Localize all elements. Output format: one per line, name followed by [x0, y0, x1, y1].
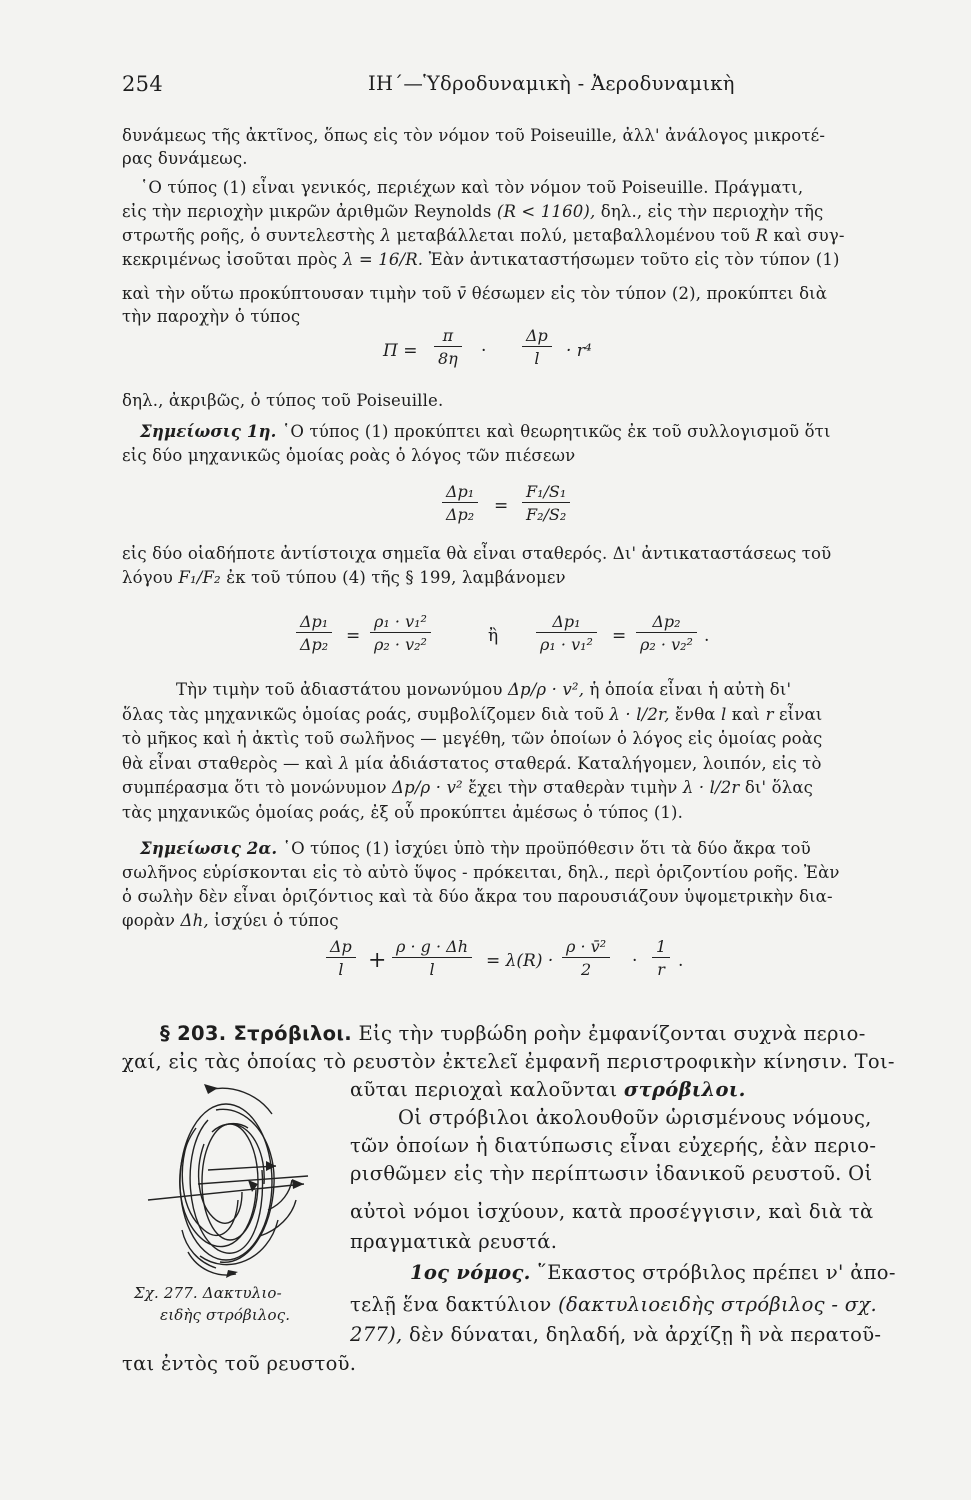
text-line: εἰς τὴν περιοχὴν μικρῶν ἀριθμῶν Reynolds (R < 1160), δηλ., εἰς τὴν περιοχὴν τῆς	[122, 202, 824, 221]
formula-lambda-r: = λ(R) ·	[486, 951, 554, 971]
fraction-rho-g-dh-l: $\frac{\rho \cdot g \cdot \Delta h}{l}$	[392, 937, 472, 979]
formula-r4: · r⁴	[566, 341, 592, 361]
swirl-line	[180, 1128, 256, 1247]
formula-plus: +	[368, 948, 387, 973]
section-heading-line: § 203. Στρόβιλοι. Εἰς τὴν τυρβώδη ροὴν ἐμφανίζονται συχνὰ περιο-	[160, 1022, 866, 1045]
text-line: συμπέρασμα ὅτι τὸ μονώνυμον Δp/ρ · v² ἔχει τὴν σταθερὰν τιμὴν λ · l/2r δι' ὅλας	[122, 778, 814, 797]
formula-equals: =	[612, 626, 627, 646]
fraction-pi-over-8eta: $\frac{\pi}{8\eta}$	[434, 326, 462, 368]
text-line: εἰς δύο οἱαδήποτε ἀντίστοιχα σημεῖα θὰ εἶναι σταθερός. Δι' ἀντικαταστάσεως τοῦ	[122, 544, 832, 563]
flow-line	[208, 1166, 276, 1170]
text-line: τὴν παροχὴν ὁ τύπος	[122, 307, 301, 326]
text-line: εἰς δύο μηχανικῶς ὁμοίας ροὰς ὁ λόγος τῶν πιέσεων	[122, 446, 576, 465]
text-line: Οἱ στρόβιλοι ἀκολουθοῦν ὡρισμένους νόμους,	[398, 1106, 872, 1129]
text-line: ῾Ο τύπος (1) εἶναι γενικός, περιέχων καὶ τὸν νόμον τοῦ Poiseuille. Πράγματι,	[140, 178, 804, 197]
text-line: Σημείωσις 1η. ῾Ο τύπος (1) προκύπτει καὶ θεωρητικῶς ἐκ τοῦ συλλογισμοῦ ὅτι	[140, 422, 831, 441]
text-line: αῦται περιοχαὶ καλοῦνται στρόβιλοι.	[350, 1078, 746, 1101]
fraction-rho-v2-2: $\frac{\text{ρ · v̄²}}{2}$	[562, 937, 610, 979]
text-line: τελῇ ἕνα δακτύλιον (δακτυλιοειδὴς στρόβιλος - σχ.	[350, 1293, 877, 1316]
formula-period: .	[678, 951, 684, 971]
text-line: ὅλας τὰς μηχανικῶς ὁμοίας ροάς, συμβολίζομεν διὰ τοῦ λ · l/2r, ἔνθα l καὶ r εἶναι	[122, 705, 823, 724]
fraction-dp1-rho1v1: $\frac{\text{Δp₁}}{\text{ρ₁ · v₁²}}$	[536, 612, 597, 654]
text-line: φορὰν Δh, ἰσχύει ὁ τύπος	[122, 911, 339, 930]
figure-caption: Σχ. 277. Δακτυλιο-	[134, 1284, 282, 1302]
fraction-dp-l: $\frac{\Delta p}{l}$	[326, 937, 356, 979]
fraction-1-r: $\frac{1}{r}$	[652, 937, 670, 979]
arrow-head-icon	[292, 1179, 304, 1189]
fraction-dp1-dp2: $\frac{\text{Δp₁}}{\text{Δp₂}}$	[442, 482, 478, 524]
text-line: τὸ μῆκος καὶ ἡ ἀκτὶς τοῦ σωλῆνος — μεγέθη, τῶν ὁποίων ὁ λόγος εἰς ὁμοίας ροὰς	[122, 729, 823, 748]
text-line: καὶ τὴν οὕτω προκύπτουσαν τιμὴν τοῦ v̄ θέσωμεν εἰς τὸν τύπον (2), προκύπτει διὰ	[122, 284, 828, 303]
text-line: δυνάμεως τῆς ἀκτῖνος, ὅπως εἰς τὸν νόμον τοῦ Poiseuille, ἀλλ' ἀνάλογος μικροτέ-	[122, 126, 826, 145]
text-line: αὐτοὶ νόμοι ἰσχύουν, κατὰ προσέγγισιν, καὶ διὰ τὰ	[350, 1200, 874, 1223]
fraction-dp1-dp2: $\frac{\text{Δp₁}}{\text{Δp₂}}$	[296, 612, 332, 654]
formula-equals: =	[494, 496, 509, 516]
text-line: τῶν ὁποίων ἡ διατύπωσις εἶναι εὐχερής, ἐὰν περιο-	[350, 1134, 877, 1157]
formula-dot: ·	[481, 341, 487, 361]
formula-dot: ·	[632, 951, 638, 971]
formula-or: ἢ	[488, 626, 499, 646]
fraction-rho-v: $\frac{\text{ρ₁ · v₁²}}{\text{ρ₂ · v₂²}}$	[370, 612, 431, 654]
ring-vortex-figure	[108, 1080, 344, 1285]
formula-pi-lhs: Π =	[383, 341, 418, 361]
formula-equals: =	[346, 626, 361, 646]
text-line: πραγματικὰ ρευστά.	[350, 1230, 558, 1253]
text-line: ὁ σωλὴν δὲν εἶναι ὁριζόντιος καὶ τὰ δύο ἄκρα του παρουσιάζουν ὑψομετρικὴν δια-	[122, 887, 833, 906]
text-line: Σημείωσις 2α. ῾Ο τύπος (1) ἰσχύει ὑπὸ τὴν προϋπόθεσιν ὅτι τὰ δύο ἄκρα τοῦ	[140, 839, 811, 858]
text-line: ρισθῶμεν εἰς τὴν περίπτωσιν ἰδανικοῦ ρευστοῦ. Οἱ	[350, 1162, 873, 1185]
figure-caption: ειδὴς στρόβιλος.	[160, 1306, 291, 1324]
fraction-f1s1-f2s2: $\frac{\text{F₁/S₁}}{\text{F₂/S₂}}$	[522, 482, 570, 524]
flow-line	[148, 1184, 304, 1200]
text-line: χαί, εἰς τὰς ὁποίας τὸ ρευστὸν ἐκτελεῖ ἐμφανῆ περιστροφικὴν κίνησιν. Τοι-	[122, 1050, 895, 1073]
text-line: 1ος νόμος. ῞Εκαστος στρόβιλος πρέπει ν' ἀπο-	[410, 1261, 896, 1284]
page-number: 254	[122, 72, 163, 96]
text-line: ται ἐντὸς τοῦ ρευστοῦ.	[122, 1352, 357, 1375]
text-line: τὰς μηχανικῶς ὁμοίας ροάς, ἐξ οὗ προκύπτει ἀμέσως ὁ τύπος (1).	[122, 803, 684, 822]
text-line: δηλ., ἀκριβῶς, ὁ τύπος τοῦ Poiseuille.	[122, 391, 444, 410]
text-line: θὰ εἶναι σταθερὸς — καὶ λ μία ἀδιάστατος σταθερά. Καταλήγομεν, λοιπόν, εἰς τὸ	[122, 754, 822, 773]
fraction-dp-over-l: $\frac{\Delta p}{l}$	[522, 326, 552, 368]
text-line: 277), δὲν δύναται, δηλαδή, νὰ ἀρχίζῃ ἢ νὰ περατοῦ-	[350, 1323, 882, 1346]
formula-period: .	[704, 626, 710, 646]
swirl-line	[232, 1124, 264, 1184]
text-line: Τὴν τιμὴν τοῦ ἀδιαστάτου μονωνύμου Δp/ρ · v², ἡ ὁποία εἶναι ἡ αὐτὴ δι'	[176, 680, 792, 699]
text-line: κεκριμένως ἰσοῦται πρὸς λ = 16/R. Ἐὰν ἀντικαταστήσωμεν τοῦτο εἰς τὸν τύπον (1)	[122, 250, 840, 269]
text-line: λόγου F₁/F₂ ἐκ τοῦ τύπου (4) τῆς § 199, λαμβάνομεν	[122, 568, 566, 587]
text-line: ρας δυνάμεως.	[122, 149, 248, 168]
text-line: σωλῆνος εὑρίσκονται εἰς τὸ αὐτὸ ὕψος - πρόκειται, δηλ., περὶ ὁριζοντίου ροῆς. Ἐὰν	[122, 863, 840, 882]
running-title: ΙΗ΄—Ὑδροδυναμικὴ - Ἀεροδυναμικὴ	[368, 72, 735, 95]
swirl-line	[260, 1200, 296, 1236]
fraction-dp2-rho2v2: $\frac{\text{Δp₂}}{\text{ρ₂ · v₂²}}$	[636, 612, 697, 654]
text-line: στρωτῆς ροῆς, ὁ συντελεστὴς λ μεταβάλλεται πολύ, μεταβαλλομένου τοῦ R καὶ συγ-	[122, 226, 845, 245]
